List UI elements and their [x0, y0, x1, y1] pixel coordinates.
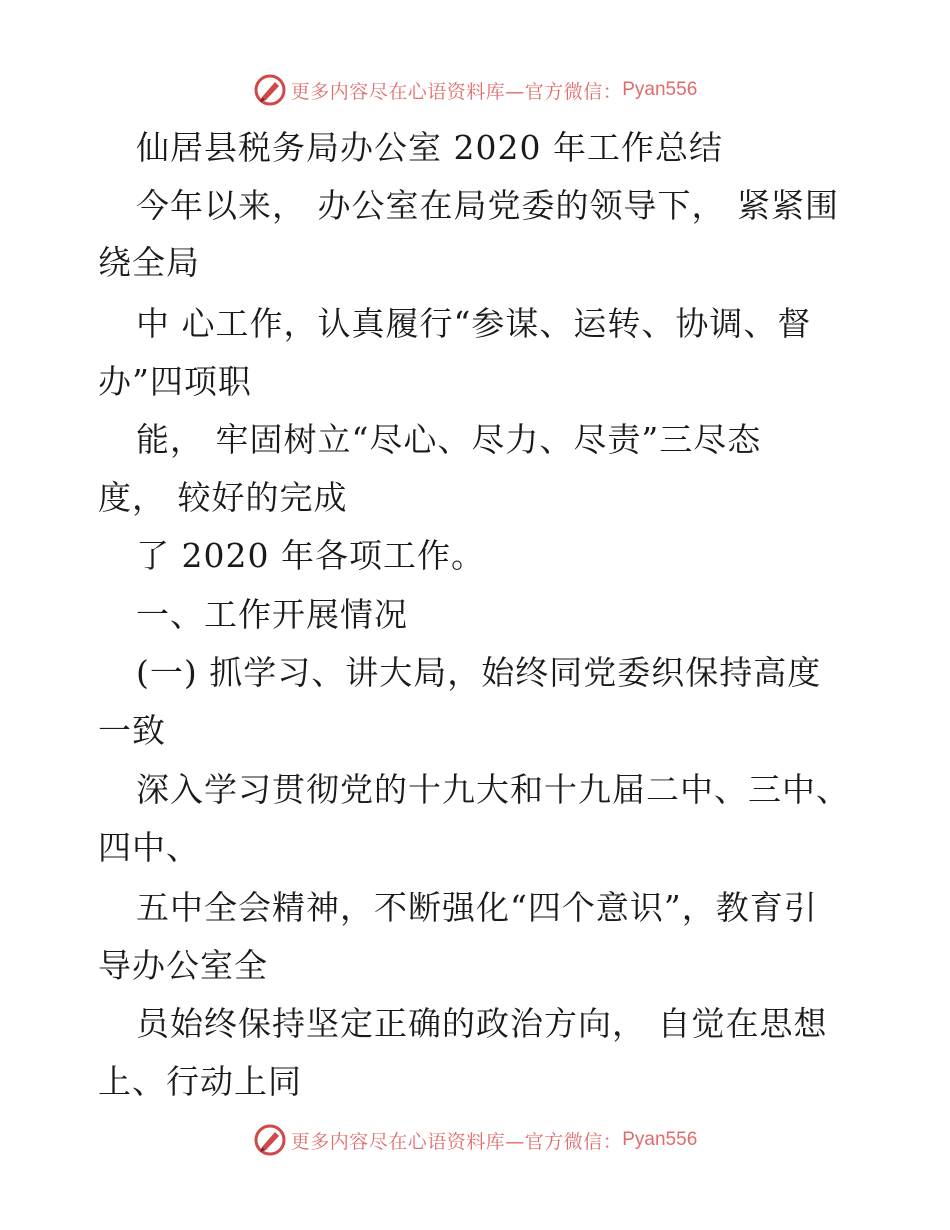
text-line: 员始终保持坚定正确的政治方向， 自觉在思想 — [136, 1004, 828, 1043]
subsection-heading: (一) 抓学习、讲大局，始终同党委织保持高度 — [136, 653, 822, 692]
text-line: 办”四项职 — [98, 362, 252, 401]
text-line: 五中全会精神，不断强化“四个意识”，教育引 — [136, 888, 818, 927]
text-line: 绕全局 — [98, 243, 200, 282]
text-line: 中 心工作，认真履行“参谋、运转、协调、督 — [136, 304, 812, 343]
text-line: 四中、 — [98, 828, 200, 867]
text-line: 度， 较好的完成 — [98, 478, 348, 517]
watermark-wechat-id: Pyan556 — [622, 79, 698, 100]
text-line: 一致 — [98, 711, 166, 750]
watermark-wechat-id: Pyan556 — [622, 1129, 698, 1150]
footer-watermark — [0, 1120, 950, 1160]
document-title: 仙居县税务局办公室 2020 年工作总结 — [136, 128, 723, 167]
text-line: 导办公室全 — [98, 946, 268, 985]
section-heading: 一、工作开展情况 — [136, 595, 408, 634]
text-line: 深入学习贯彻党的十九大和十九届二中、三中、 — [136, 770, 850, 809]
text-line: 今年以来， 办公室在局党委的领导下， 紧紧围 — [136, 186, 839, 225]
pen-logo-icon — [253, 1123, 287, 1157]
text-line: 能， 牢固树立“尽心、尽力、尽责”三尽态 — [136, 420, 762, 459]
watermark-text: 更多内容尽在心语资料库—官方微信： — [290, 1130, 623, 1153]
pen-logo-icon — [253, 73, 287, 107]
header-watermark — [0, 70, 950, 110]
text-line: 了 2020 年各项工作。 — [136, 536, 485, 575]
watermark-text: 更多内容尽在心语资料库—官方微信： — [290, 80, 623, 103]
text-line: 上、行动上同 — [98, 1062, 302, 1101]
